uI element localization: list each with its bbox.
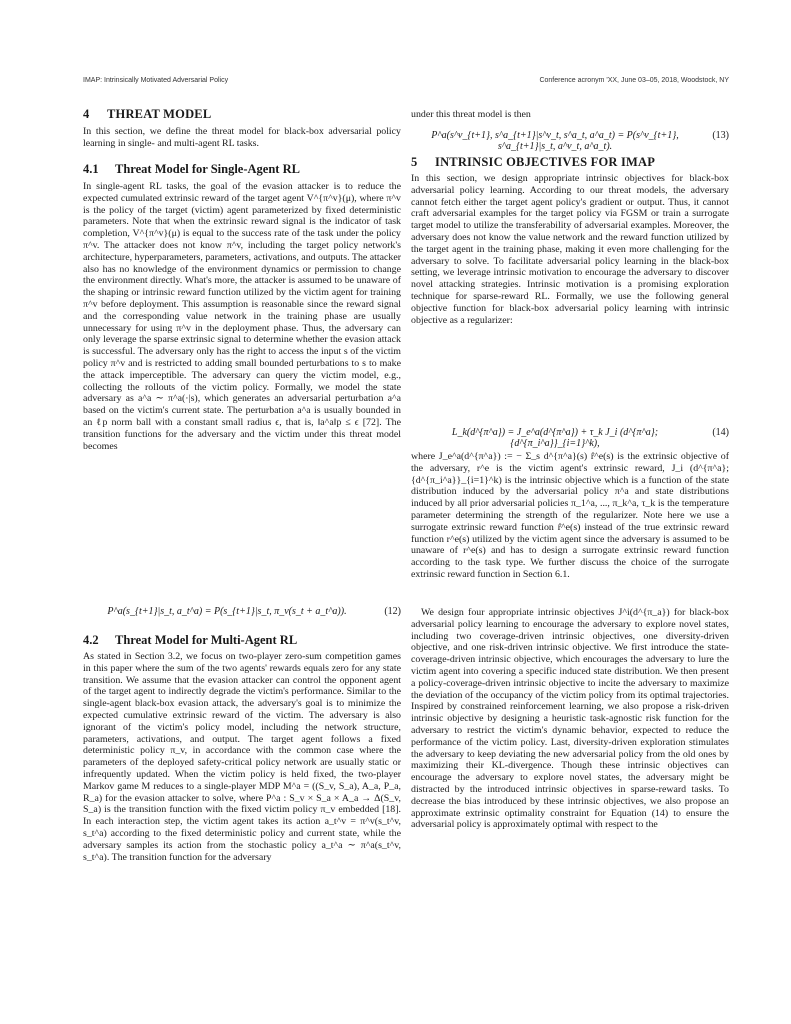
section-title: INTRINSIC OBJECTIVES FOR IMAP — [435, 155, 656, 169]
equation-number: (12) — [384, 606, 401, 617]
section-title: THREAT MODEL — [107, 107, 212, 121]
section-4-intro: In this section, we define the threat model for black-box adversarial policy learning in single- and multi-agent RL tasks. — [83, 126, 401, 149]
section-5-paragraph-3: We design four appropriate intrinsic objectives J^i(d^{π_a}) for black-box adversarial policy learning to encourage the adversary to explore novel states, including two coverage-driven intrinsic objectives, one diversity-driven objective, and one risk-driven intrinsic objective. We first introduce the state-coverage-driven intrinsic objective, which encourages the adversary to lure the victim agent into covering a specific induced state distribution. We then present a policy-coverage-driven intrinsic objective to incite the adversary to maximize the deviation of the occupancy of the victim policy from its optimal trajectories. Inspired by constrained reinforcement learning, we also propose a risk-driven intrinsic objective by designing a heuristic task-agnostic risk function for the adversary to restrict the victim's dynamic behavior, expected to reduce the performance of the victim policy. Last, diversity-driven exploration stimulates the adversary to keep deviating the new adversarial policy from the old ones by maximizing their KL-divergence. Though these intrinsic objectives can encourage the adversary to explore novel states, the adversary might be distracted by the introduced intrinsic objectives in sparse-reward tasks. To decrease the bias introduced by these intrinsic objectives, we also propose an approximate extrinsic optimality constraint for Equation (14) to ensure the adversarial policy is approximately optimal with respect to the — [411, 607, 729, 831]
subsection-title: Threat Model for Single-Agent RL — [115, 162, 300, 176]
running-header-conference: Conference acronym 'XX, June 03–05, 2018, Woodstock, NY — [539, 77, 729, 84]
section-5-paragraph-2: where J_e^a(d^{π^a}) := − Σ_s d^{π^a}(s) r̂^e(s) is the extrinsic objective of the adversary, r^e is the victim agent's extrinsic reward, J_i (d^{π^a}; {d^{π_i^a}}_{i=1}^k) is the intrinsic objective which is a function of the state distribution induced by the adversarial policy π^a and state distributions induced by all prior adversarial policies π_1^a, ..., π_k^a, τ_k is the temperature parameter determining the strength of the regularizer. Note here we use a surrogate extrinsic reward function r̂^e(s) instead of the true extrinsic reward function r^e(s) utilized by the victim agent since the adversary is assumed to be unaware of r^e(s) and has to design a surrogate extrinsic reward function according to the task type. We further discuss the choice of the surrogate extrinsic reward function in Section 6.1. — [411, 451, 729, 580]
equation-number: (14) — [712, 427, 729, 438]
equation-number: (13) — [712, 130, 729, 141]
equation-body: L_k(d^{π^a}) = J_e^a(d^{π^a}) + τ_k J_i (d^{π^a}; {d^{π_i^a}}_{i=1}^k), — [451, 427, 659, 449]
section-number: 4 — [83, 107, 90, 121]
equation-body: P^a(s_{t+1}|s_t, a_t^a) = P(s_{t+1}|s_t, π_v(s_t + a_t^a)). — [107, 606, 347, 617]
subsection-title: Threat Model for Multi-Agent RL — [115, 633, 298, 647]
section-4-heading — [83, 107, 211, 122]
subsection-number: 4.1 — [83, 162, 99, 176]
running-header-title: IMAP: Intrinsically Motivated Adversarial Policy — [83, 77, 229, 84]
subsection-4-2-heading — [83, 633, 297, 648]
section-number: 5 — [411, 155, 418, 169]
subsection-4-1-paragraph: In single-agent RL tasks, the goal of the evasion attacker is to reduce the expected cumulated extrinsic reward of the target agent V^{π^v}(μ), where π^v is the policy of the target (victim) agent parameterized by fixed deterministic parameters. Note that when the extrinsic reward signal is the indicator of task completion, V^{π^v}(μ) is equal to the success rate of the task under the policy π^v. The attacker does not know π^v, including the target policy network's architecture, hyperparameters, parameters, activations, and outputs. The attacker also has no knowledge of the environment dynamics or permission to change the environment directly. What's more, the attacker is assumed to be unaware of the shaping or intrinsic reward function utilized by the victim agent for training π^v before deployment. This assumption is reasonable since the reward signal and the corresponding value network in the training phase are usually unnecessary for using π^v in the deployment phase. Thus, the adversary can only leverage the sparse extrinsic signal to determine whether the evasion attack is successful. The adversary only has the right to access the input s of the victim policy π^v and is restricted to adding small bounded perturbations to s to make the attack imperceptible. The adversary can query the victim model, e.g., collecting the rollouts of the victim policy. Formally, we model the state adversary as a^a ∼ π^a(·|s), which generates an adversarial perturbation a^a based on the victim's current state. The perturbation a^a is usually bounded in an ℓp norm ball with a constant small radius ϵ, that is, ‖a^a‖p ≤ ϵ [72]. The transition functions for the adversary and the victim under this threat model becomes — [83, 181, 401, 452]
subsection-4-1-heading — [83, 162, 300, 177]
subsection-number: 4.2 — [83, 633, 99, 647]
continuation-text: under this threat model is then — [411, 109, 531, 120]
section-5-heading — [411, 155, 655, 170]
section-5-paragraph-1: In this section, we design appropriate intrinsic objectives for black-box adversarial policy learning. According to our threat models, the adversary cannot fetch either the target agent policy's gradient or output. Thus, it cannot craft adversarial examples for the target policy via FGSM or train a surrogate target model to utilize the transferability of adversarial examples. Moreover, the adversary does not know the value network and the reward function utilized by the target agent in the training phase, making it even more challenging for the adversary to solve. To facilitate adversarial policy learning in the black-box setting, we leverage intrinsic motivation to encourage the adversary to discover novel attacking strategies. Intrinsic motivation is a promising exploration technique for sparse-reward RL. Formally, we use the following general objective function for black-box adversarial policy learning with intrinsic objective as a regularizer: — [411, 173, 729, 326]
equation-body: P^a(s^v_{t+1}, s^a_{t+1}|s^v_t, s^a_t, a^a_t) = P(s^v_{t+1}, s^a_{t+1}|s_t, a^v_t, a^a_t). — [431, 130, 679, 152]
subsection-4-2-paragraph: As stated in Section 3.2, we focus on two-player zero-sum competition games in this paper where the sum of the two agents' rewards equals zero for any state transition. We assume that the evasion attacker can control the opponent agent of the target agent to indirectly degrade the victim's performance. Similar to the single-agent black-box evasion attack, the adversary's goal is to minimize the expected cumulative extrinsic reward of the victim. The adversary is also ignorant of the victim's policy model, including the network structure, parameters, activations, and output. The target agent follows a fixed deterministic policy π_v, in accordance with the common case where the parameters of the deployed safety-critical policy network are usually static or infrequently updated. When the victim policy is held fixed, the two-player Markov game M reduces to a single-player MDP M^a = ((S_v, S_a), A_a, P_a, R_a) for the evasion attacker to solve, where P^a : S_v × S_a × A_a → Δ(S_v, S_a) is the transition function with the fixed victim policy π_v embedded [18]. In each interaction step, the victim agent takes its action a_t^v = π^v(s_t^v, s_t^a) according to the fixed deterministic policy and current state, while the adversary samples its action from the stochastic policy a_t^a ∼ π^a(s_t^v, s_t^a). The transition function for the adversary — [83, 651, 401, 863]
